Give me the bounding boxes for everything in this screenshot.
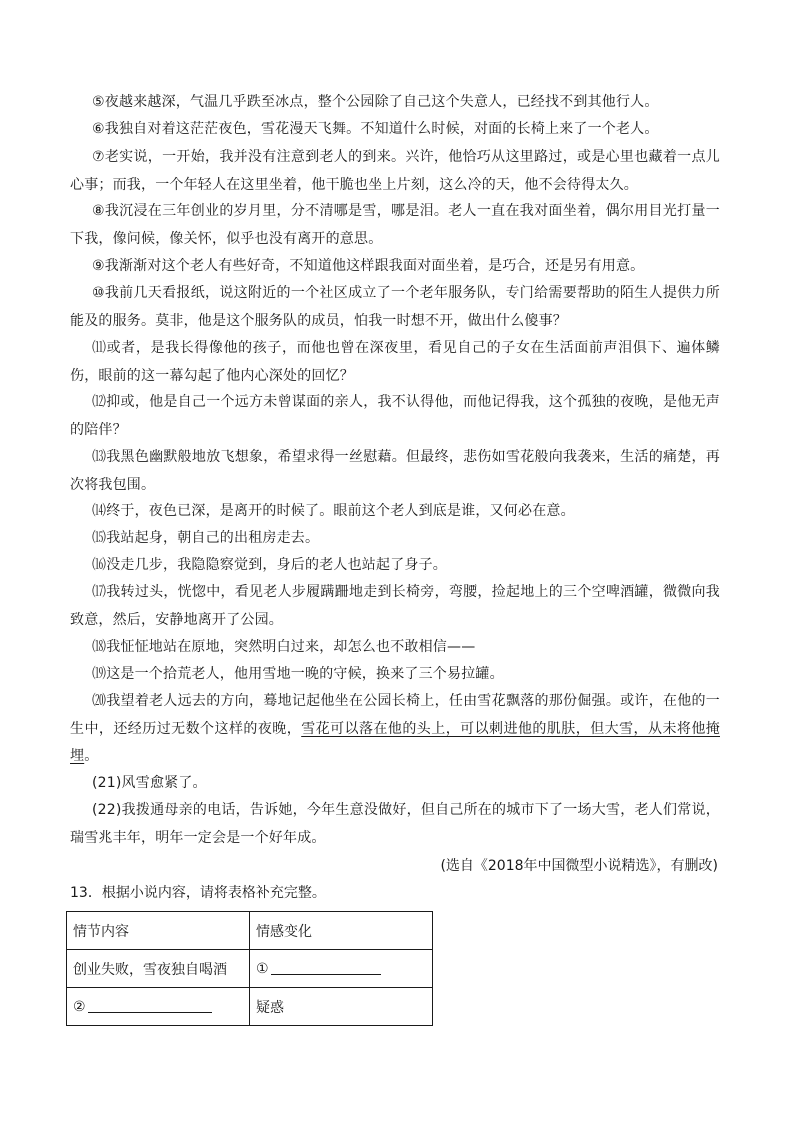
blank-marker: ① (256, 961, 269, 977)
table-cell-emotion: 疑惑 (250, 988, 433, 1026)
paragraph-6: ⑥我独自对着这茫茫夜色，雪花漫天飞舞。不知道什么时候，对面的长椅上来了一个老人。 (92, 121, 659, 137)
paragraph-7: ⑦老实说，一开始，我并没有注意到老人的到来。兴许，他恰巧从这里路过，或是心里也藏着一点儿心事；而我，一个年轻人在这里坐着，他干脆也坐上片刻，这么冷的天，他不会待得太久。 (70, 149, 720, 193)
table-cell-plot-blank[interactable] (67, 988, 250, 1026)
paragraph-9: ⑨我渐渐对这个老人有些好奇，不知道他这样跟我面对面坐着，是巧合，还是另有用意。 (92, 258, 645, 274)
paragraph-8: ⑧我沉浸在三年创业的岁月里，分不清哪是雪，哪是泪。老人一直在我对面坐着，偶尔用目光打量一下我，像问候，像关怀，似乎也没有离开的意思。 (70, 203, 720, 247)
paragraph-16: ⒃没走几步，我隐隐察觉到，身后的老人也站起了身子。 (92, 557, 448, 573)
paragraph-12: ⑿抑或，他是自己一个远方未曾谋面的亲人，我不认得他，而他记得我，这个孤独的夜晚，是他无声的陪伴？ (70, 394, 720, 438)
answer-blank-2[interactable] (88, 998, 212, 1013)
underlined-sentence: 雪花可以落在他的头上，可以刺进他的肌肤，但大雪，从未将他掩埋 (70, 720, 720, 764)
paragraph-15: ⒂我站起身，朝自己的出租房走去。 (92, 530, 320, 546)
paragraph-17: ⒄我转过头，恍惚中，看见老人步履蹒跚地走到长椅旁，弯腰，捡起地上的三个空啤酒罐，微微向我致意，然后，安静地离开了公园。 (70, 584, 720, 628)
table-header-emotion: 情感变化 (250, 912, 433, 950)
answer-table (66, 911, 433, 1026)
paragraph-20: ⒇我望着老人远去的方向，蓦地记起他坐在公园长椅上，任由雪花飘落的那份倔强。或许，在他的一生中，还经历过无数个这样的夜晚，雪花可以落在他的头上，可以刺进他的肌肤，但大雪，从未将他掩埋。 (70, 693, 720, 764)
table-cell-emotion-blank[interactable] (250, 950, 433, 988)
answer-blank-1[interactable] (271, 960, 381, 975)
question-13: 13．根据小说内容，请将表格补充完整。 (70, 885, 326, 901)
paragraph-19: ⒆这是一个拾荒老人，他用雪地一晚的守候，换来了三个易拉罐。 (92, 666, 504, 682)
blank-marker: ② (73, 999, 86, 1015)
source-citation: (选自《2018年中国微型小说精选》，有删改) (440, 858, 718, 874)
table-cell-plot: 创业失败，雪夜独自喝酒 (67, 950, 250, 988)
table-header-row (67, 912, 433, 950)
paragraph-14: ⒁终于，夜色已深，是离开的时候了。眼前这个老人到底是谁，又何必在意。 (92, 503, 575, 519)
paragraph-22: (22)我拨通母亲的电话，告诉她，今年生意没做好，但自己所在的城市下了一场大雪，老人们常说，瑞雪兆丰年，明年一定会是一个好年成。 (70, 802, 720, 846)
paragraph-5: ⑤夜越来越深，气温几乎跌至冰点，整个公园除了自己这个失意人，已经找不到其他行人。 (92, 94, 659, 110)
paragraph-11: ⑾或者，是我长得像他的孩子，而他也曾在深夜里，看见自己的子女在生活面前声泪俱下、遍体鳞伤，眼前的这一幕勾起了他内心深处的回忆？ (70, 340, 720, 384)
table-header-plot: 情节内容 (67, 912, 250, 950)
paragraph-10: ⑩我前几天看报纸，说这附近的一个社区成立了一个老年服务队，专门给需要帮助的陌生人提供力所能及的服务。莫非，他是这个服务队的成员，怕我一时想不开，做出什么傻事？ (70, 285, 720, 329)
table-row (67, 988, 433, 1026)
paragraph-18: ⒅我怔怔地站在原地，突然明白过来，却怎么也不敢相信—— (92, 639, 476, 655)
paragraph-13: ⒀我黑色幽默般地放飞想象，希望求得一丝慰藉。但最终，悲伤如雪花般向我袭来，生活的痛楚，再次将我包围。 (70, 449, 720, 493)
paragraph-21: (21)风雪愈紧了。 (92, 775, 207, 791)
table-row (67, 950, 433, 988)
